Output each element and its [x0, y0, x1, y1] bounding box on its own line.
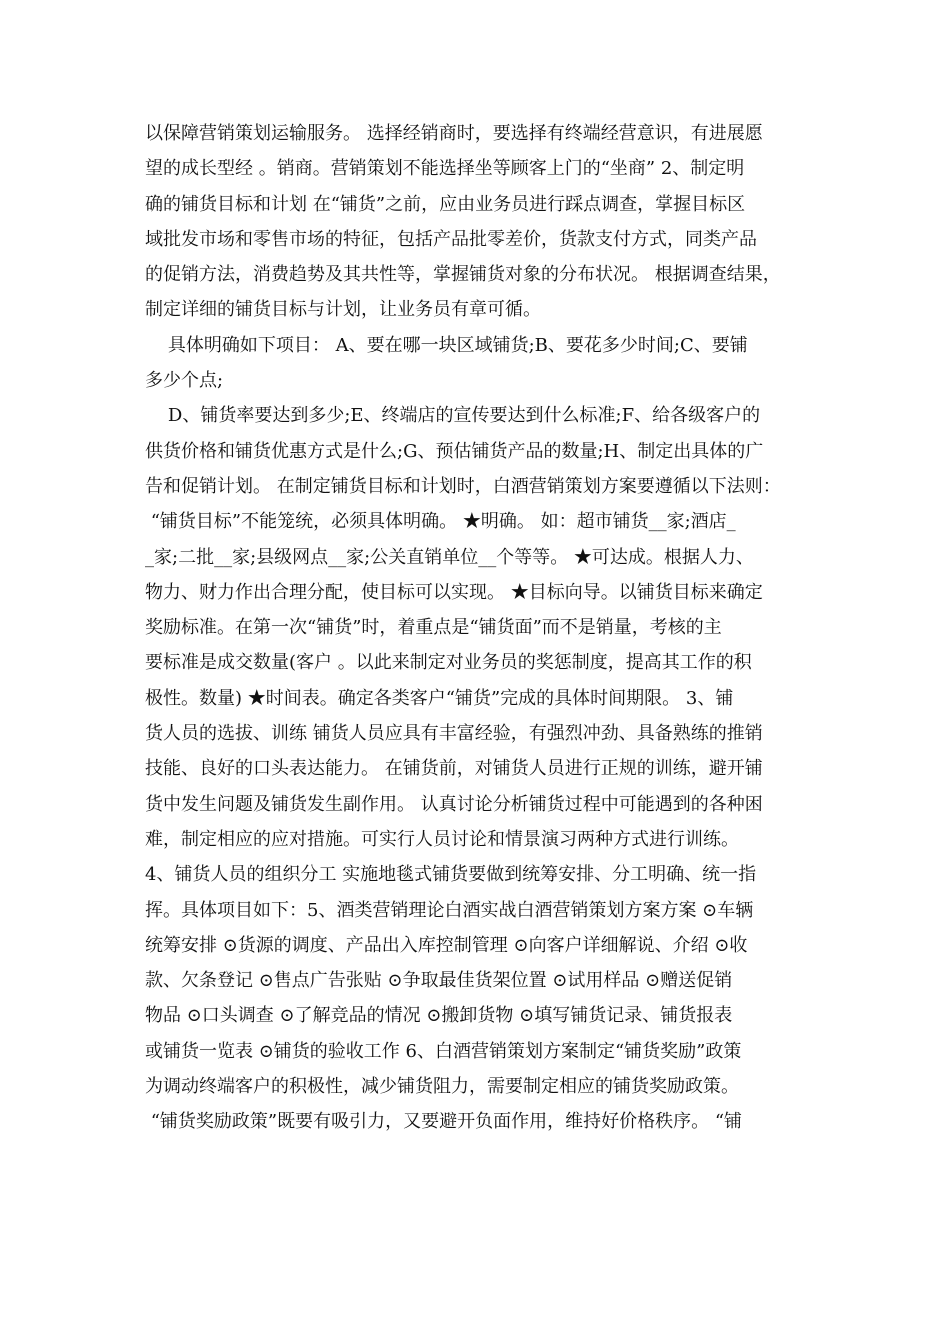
text-line: 物品 ⊙口头调查 ⊙了解竞品的情况 ⊙搬卸货物 ⊙填写铺货记录、铺货报表: [145, 1005, 733, 1027]
text-line: 制定详细的铺货目标与计划，让业务员有章可循。: [145, 299, 541, 321]
text-line: 技能、良好的口头表达能力。 在铺货前，对铺货人员进行正规的训练，避开铺: [145, 758, 763, 780]
text-line: 多少个点;: [145, 370, 224, 392]
text-line: 的促销方法，消费趋势及其共性等，掌握铺货对象的分布状况。 根据调查结果，: [145, 264, 781, 286]
document-body: [145, 116, 810, 1140]
text-line: 挥。具体项目如下：5、酒类营销理论白酒实战白酒营销策划方案方案 ⊙车辆: [145, 899, 754, 921]
text-line: 货中发生问题及铺货发生副作用。 认真讨论分析铺货过程中可能遇到的各种困: [145, 793, 763, 815]
text-line: 极性。数量) ★时间表。确定各类客户“铺货”完成的具体时间期限。 3、铺: [145, 687, 734, 709]
text-line: _家;二批__家;县级网点__家;公关直销单位__个等等。 ★可达成。根据人力、: [145, 546, 754, 568]
text-line: 或铺货一览表 ⊙铺货的验收工作 6、白酒营销策划方案制定“铺货奖励”政策: [145, 1040, 742, 1062]
text-line: “铺货奖励政策”既要有吸引力，又要避开负面作用，维持好价格秩序。 “铺: [145, 1111, 743, 1133]
text-line: 款、欠条登记 ⊙售点广告张贴 ⊙争取最佳货架位置 ⊙试用样品 ⊙赠送促销: [145, 970, 733, 992]
text-line: 货人员的选拔、训练 铺货人员应具有丰富经验，有强烈冲劲、具备熟练的推销: [145, 723, 763, 745]
text-line: 确的铺货目标和计划 在“铺货”之前，应由业务员进行踩点调查，掌握目标区: [145, 193, 746, 215]
text-line: 为调动终端客户的积极性，减少铺货阻力，需要制定相应的铺货奖励政策。: [145, 1076, 739, 1098]
text-line: “铺货目标”不能笼统，必须具体明确。 ★明确。 如：超市铺货__家;酒店_: [145, 511, 736, 533]
text-line: 望的成长型经 。销商。营销策划不能选择坐等顾客上门的“坐商” 2、制定明: [145, 158, 745, 180]
text-line: 难，制定相应的应对措施。可实行人员讨论和情景演习两种方式进行训练。: [145, 828, 739, 850]
text-line: 4、铺货人员的组织分工 实施地毯式铺货要做到统筹安排、分工明确、统一指: [145, 864, 757, 886]
text-line: 要标准是成交数量(客户 。以此来制定对业务员的奖惩制度，提高其工作的积: [145, 652, 752, 674]
text-line: 具体明确如下项目： A、要在哪一块区域铺货;B、要花多少时间;C、要铺: [145, 334, 748, 356]
text-line: 物力、财力作出合理分配，使目标可以实现。 ★目标向导。以铺货目标来确定: [145, 581, 763, 603]
text-line: 统筹安排 ⊙货源的调度、产品出入库控制管理 ⊙向客户详细解说、介绍 ⊙收: [145, 934, 748, 956]
text-line: 奖励标准。在第一次“铺货”时，着重点是“铺货面”而不是销量，考核的主: [145, 617, 722, 639]
text-line: 域批发市场和零售市场的特征，包括产品批零差价，货款支付方式，同类产品: [145, 228, 757, 250]
text-line: D、铺货率要达到多少;E、终端店的宣传要达到什么标准;F、给各级客户的: [145, 405, 761, 427]
text-line: 以保障营销策划运输服务。 选择经销商时，要选择有终端经营意识，有进展愿: [145, 123, 763, 144]
text-line: 告和促销计划。 在制定铺货目标和计划时，白酒营销策划方案要遵循以下法则：: [145, 475, 781, 497]
text-line: 供货价格和铺货优惠方式是什么;G、预估铺货产品的数量;H、制定出具体的广: [145, 440, 764, 462]
